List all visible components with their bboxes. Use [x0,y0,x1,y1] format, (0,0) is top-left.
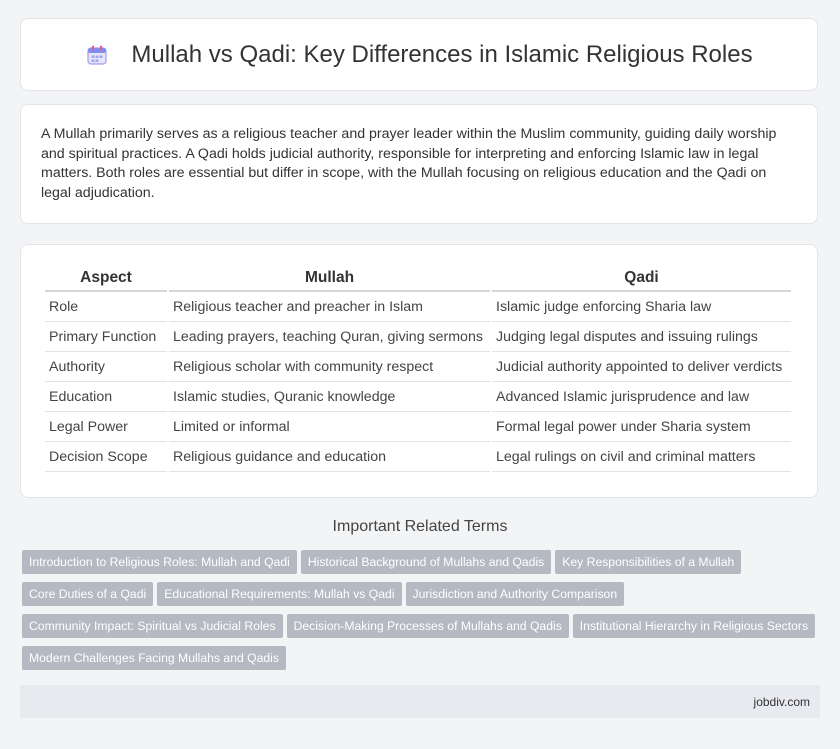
comparison-table [43,265,793,472]
table-cell: Religious teacher and preacher in Islam [169,292,490,322]
table-cell: Decision Scope [45,442,167,472]
related-term-chip[interactable]: Educational Requirements: Mullah vs Qadi [157,582,401,606]
related-term-chip[interactable]: Modern Challenges Facing Mullahs and Qadis [22,646,286,670]
footer [20,685,820,718]
table-row [45,382,791,412]
table-row [45,352,791,382]
comparison-card [20,244,818,498]
related-term-chip[interactable]: Decision-Making Processes of Mullahs and Qadis [287,614,569,638]
related-term-chip[interactable]: Core Duties of a Qadi [22,582,153,606]
table-cell: Limited or informal [169,412,490,442]
table-cell: Authority [45,352,167,382]
table-cell: Leading prayers, teaching Quran, giving sermons [169,322,490,352]
related-term-chip[interactable]: Jurisdiction and Authority Comparison [406,582,625,606]
header-qadi: Qadi [492,265,791,292]
related-term-chip[interactable]: Introduction to Religious Roles: Mullah and Qadi [22,550,297,574]
table-cell: Education [45,382,167,412]
table-row [45,292,791,322]
table-cell: Role [45,292,167,322]
header-mullah: Mullah [169,265,490,292]
table-cell: Islamic studies, Quranic knowledge [169,382,490,412]
footer-site-link[interactable]: jobdiv.com [753,694,810,709]
table-cell: Primary Function [45,322,167,352]
table-row [45,412,791,442]
table-cell: Advanced Islamic jurisprudence and law [492,382,791,412]
table-row [45,322,791,352]
calendar-icon [85,43,109,67]
related-term-chip[interactable]: Historical Background of Mullahs and Qadis [301,550,551,574]
intro-card [20,104,818,224]
page-header [20,18,818,91]
related-terms-list [22,550,822,678]
table-cell: Legal Power [45,412,167,442]
table-cell: Religious guidance and education [169,442,490,472]
related-terms-title: Important Related Terms [332,518,508,535]
table-cell: Religious scholar with community respect [169,352,490,382]
intro-paragraph: A Mullah primarily serves as a religious teacher and prayer leader within the Muslim community, guiding daily worship and spiritual practices. A Qadi holds judicial authority, responsible for interpreting and enforcing Islamic law in legal matters. Both roles are essential but differ in scope, with the Mullah focusing on religious education and the Qadi on legal adjudication. [41,126,777,201]
header-aspect: Aspect [45,265,167,292]
related-term-chip[interactable]: Key Responsibilities of a Mullah [555,550,741,574]
table-header-row [45,265,791,292]
page-title: Mullah vs Qadi: Key Differences in Islamic Religious Roles [131,40,753,68]
table-cell: Judging legal disputes and issuing rulings [492,322,791,352]
table-cell: Legal rulings on civil and criminal matters [492,442,791,472]
related-term-chip[interactable]: Community Impact: Spiritual vs Judicial Roles [22,614,283,638]
table-cell: Islamic judge enforcing Sharia law [492,292,791,322]
related-term-chip[interactable]: Institutional Hierarchy in Religious Sectors [573,614,815,638]
table-cell: Formal legal power under Sharia system [492,412,791,442]
table-cell: Judicial authority appointed to deliver verdicts [492,352,791,382]
table-row [45,442,791,472]
